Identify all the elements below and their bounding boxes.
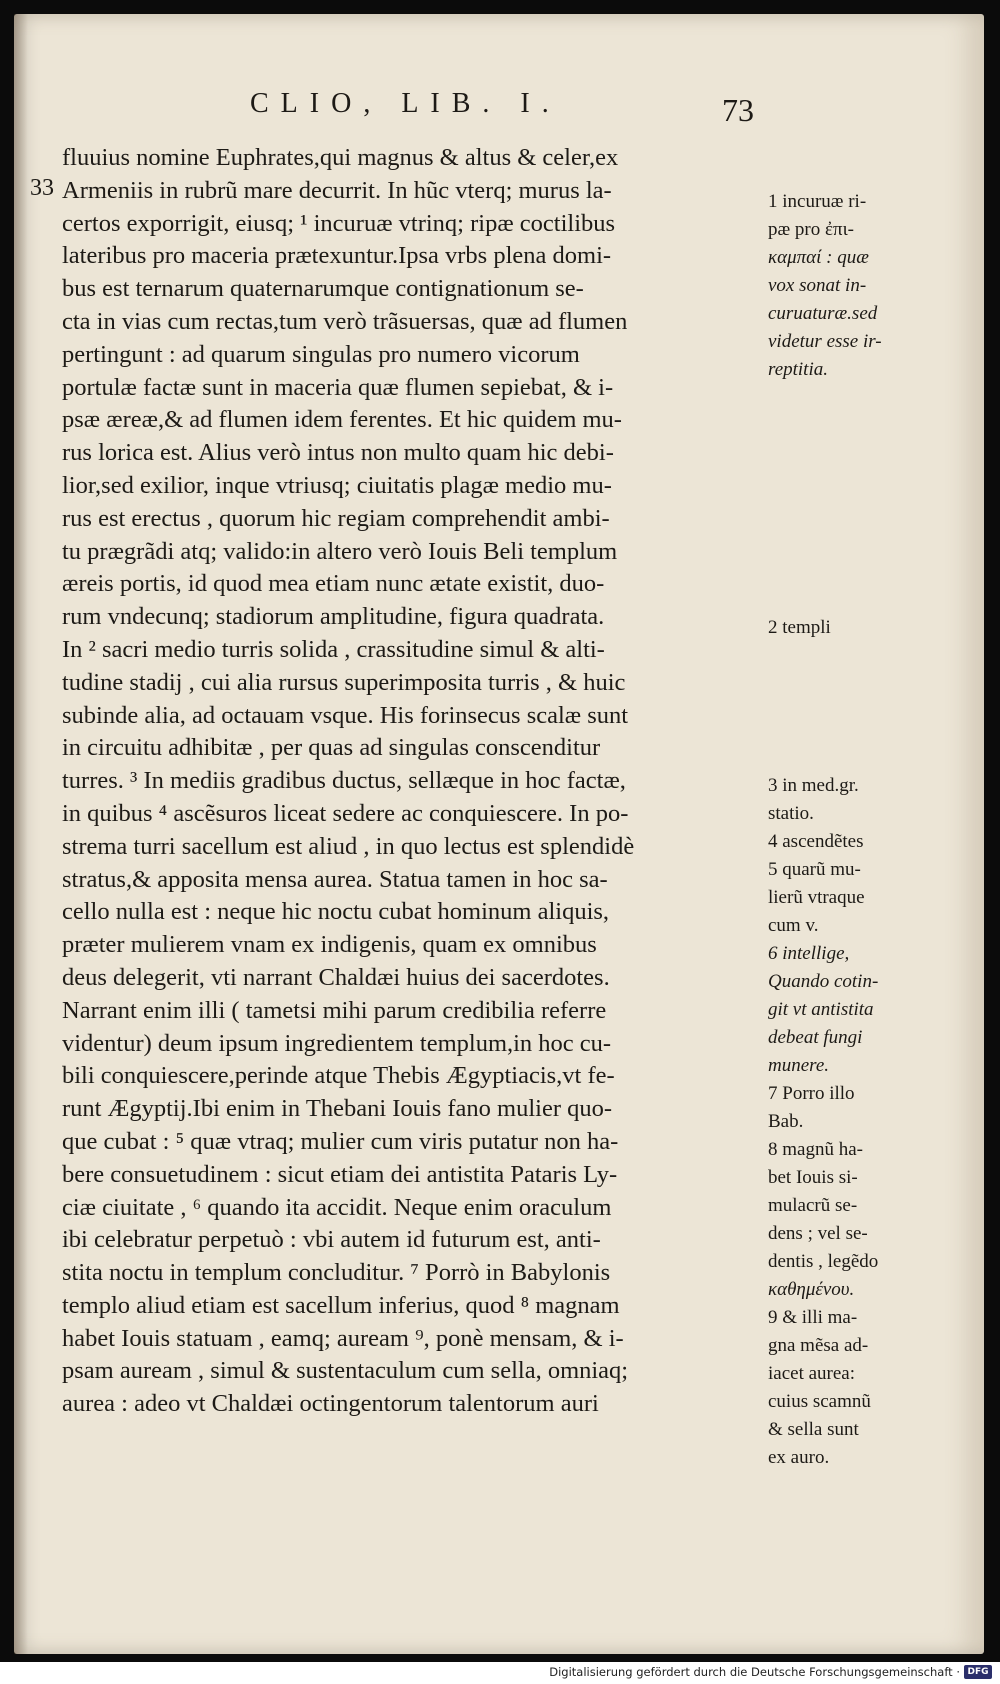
- text-line: stratus,& apposita mensa aurea. Statua tamen in hoc sa-: [62, 865, 608, 893]
- note-line: iacet aurea:: [768, 1363, 856, 1384]
- note-line: curuaturæ.sed: [768, 303, 878, 324]
- marginal-note-3: [768, 772, 968, 1472]
- note-line: pæ pro ἐπι-: [768, 219, 855, 240]
- page-number: 73: [722, 92, 754, 128]
- text-line: rus est erectus , quorum hic regiam comprehendit ambi-: [62, 504, 610, 532]
- note-line: mulacrũ se-: [768, 1195, 858, 1216]
- text-line: que cubat : ⁵ quæ vtraq; mulier cum viris putatur non ha-: [62, 1127, 619, 1155]
- note-line: 4 ascendẽtes: [768, 831, 864, 852]
- text-line: tudine stadij , cui alia rursus superimposita turris , & huic: [62, 668, 626, 696]
- running-head: CLIO, LIB. I.: [250, 88, 561, 119]
- text-line: psæ æreæ,& ad flumen idem ferentes. Et hic quidem mu-: [62, 406, 622, 434]
- note-line: Quando cotin-: [768, 971, 879, 992]
- margin-line-number: 33: [30, 175, 54, 201]
- text-line: aurea : adeo vt Chaldæi octingentorum talentorum auri: [62, 1390, 599, 1418]
- text-line: deus delegerit, vti narrant Chaldæi huius dei sacerdotes.: [62, 963, 610, 991]
- dfg-logo: DFG: [964, 1665, 992, 1679]
- text-line: turres. ³ In mediis gradibus ductus, sellæque in hoc factæ,: [62, 767, 626, 795]
- text-line: rus lorica est. Alius verò intus non multo quam hic debi-: [62, 439, 614, 467]
- text-line: templo aliud etiam est sacellum inferius, quod ⁸ magnam: [62, 1291, 620, 1319]
- text-line: Armeniis in rubrũ mare decurrit. In hũc vterq; murus la-: [62, 176, 612, 204]
- text-line: æreis portis, id quod mea etiam nunc ætate existit, duo-: [62, 570, 605, 598]
- note-line: debeat fungi: [768, 1027, 863, 1048]
- note-line: gna mẽsa ad-: [768, 1335, 869, 1356]
- text-line: strema turri sacellum est aliud , in quo lectus est splendidè: [62, 832, 635, 860]
- text-line: tu prægrãdi atq; valido:in altero verò Iouis Beli templum: [62, 537, 618, 565]
- note-line: dentis , legẽdo: [768, 1251, 879, 1272]
- note-line: καμπαί : quæ: [768, 247, 869, 268]
- body-text: [62, 142, 762, 1421]
- text-line: lior,sed exilior, inque vtriusq; ciuitatis plagæ medio mu-: [62, 471, 612, 499]
- note-line: 7 Porro illo: [768, 1083, 855, 1104]
- note-line: 3 in med.gr.: [768, 775, 859, 796]
- text-line: psam auream , simul & sustentaculum cum sella, omniaq;: [62, 1357, 629, 1385]
- note-line: videtur esse ir-: [768, 331, 882, 352]
- text-line: videntur) deum ipsum ingredientem templum,in hoc cu-: [62, 1029, 612, 1057]
- note-line: munere.: [768, 1055, 830, 1076]
- note-line: 1 incuruæ ri-: [768, 191, 867, 212]
- text-line: In ² sacri medio turris solida , crassitudine simul & alti-: [62, 635, 605, 663]
- text-line: cta in vias cum rectas,tum verò trãsuersas, quæ ad flumen: [62, 307, 628, 335]
- text-line: bus est ternarum quaternarumque contignationum se-: [62, 275, 584, 303]
- gutter-shadow: [14, 14, 28, 1654]
- text-line: bere consuetudinem : sicut etiam dei antistita Pataris Ly-: [62, 1160, 618, 1188]
- text-line: cello nulla est : neque hic noctu cubat hominum aliquis,: [62, 898, 610, 926]
- note-line: ex auro.: [768, 1447, 830, 1468]
- text-line: in circuitu adhibitæ , per quas ad singulas conscenditur: [62, 734, 601, 762]
- note-line: lierũ vtraque: [768, 887, 865, 908]
- text-line: pertingunt : ad quarum singulas pro numero vicorum: [62, 340, 580, 368]
- text-line: habet Iouis statuam , eamq; auream ⁹, ponè mensam, & i-: [62, 1324, 624, 1352]
- note-line: 8 magnũ ha-: [768, 1139, 863, 1160]
- note-line: dens ; vel se-: [768, 1223, 868, 1244]
- note-line: Bab.: [768, 1111, 804, 1132]
- text-line: in quibus ⁴ ascẽsuros liceat sedere ac conquiescere. In po-: [62, 799, 629, 827]
- text-line: certos exporrigit, eiusq; ¹ incuruæ vtrinq; ripæ coctilibus: [62, 209, 616, 237]
- text-line: præter mulierem vnam ex indigenis, quam ex omnibus: [62, 931, 597, 959]
- marginal-note-1: [768, 188, 968, 384]
- note-line: statio.: [768, 803, 814, 824]
- text-line: Narrant enim illi ( tametsi mihi parum credibilia referre: [62, 996, 607, 1024]
- text-line: bili conquiescere,perinde atque Thebis Ægyptiacis,vt fe-: [62, 1062, 615, 1090]
- note-line: καθημένου.: [768, 1279, 855, 1300]
- note-line: reptitia.: [768, 359, 828, 380]
- note-line: vox sonat in-: [768, 275, 867, 296]
- footer-credit: Digitalisierung gefördert durch die Deutsche Forschungsgemeinschaft ·: [549, 1665, 960, 1679]
- note-line: 5 quarũ mu-: [768, 859, 861, 880]
- note-line: & sella sunt: [768, 1419, 859, 1440]
- text-line: fluuius nomine Euphrates,qui magnus & altus & celer,ex: [62, 144, 619, 171]
- text-line: ibi celebratur perpetuò : vbi autem id futurum est, anti-: [62, 1226, 601, 1254]
- note-line: 6 intellige,: [768, 943, 850, 964]
- text-line: stita noctu in templum concluditur. ⁷ Porrò in Babylonis: [62, 1259, 611, 1287]
- note-line: 2 templi: [768, 617, 831, 638]
- note-line: cum v.: [768, 915, 819, 936]
- text-line: runt Ægyptij.Ibi enim in Thebani Iouis fano mulier quo-: [62, 1095, 613, 1123]
- note-line: 9 & illi ma-: [768, 1307, 858, 1328]
- marginal-note-2: [768, 614, 968, 642]
- text-line: lateribus pro maceria prætexuntur.Ipsa vrbs plena domi-: [62, 242, 612, 270]
- note-line: cuius scamnũ: [768, 1391, 871, 1412]
- note-line: bet Iouis si-: [768, 1167, 858, 1188]
- text-line: portulæ factæ sunt in maceria quæ flumen sepiebat, & i-: [62, 373, 614, 401]
- note-line: git vt antistita: [768, 999, 874, 1020]
- text-line: ciæ ciuitate , ⁶ quando ita accidit. Neque enim oraculum: [62, 1193, 612, 1221]
- text-line: rum vndecunq; stadiorum amplitudine, figura quadrata.: [62, 603, 605, 631]
- text-line: subinde alia, ad octauam vsque. His forinsecus scalæ sunt: [62, 701, 629, 729]
